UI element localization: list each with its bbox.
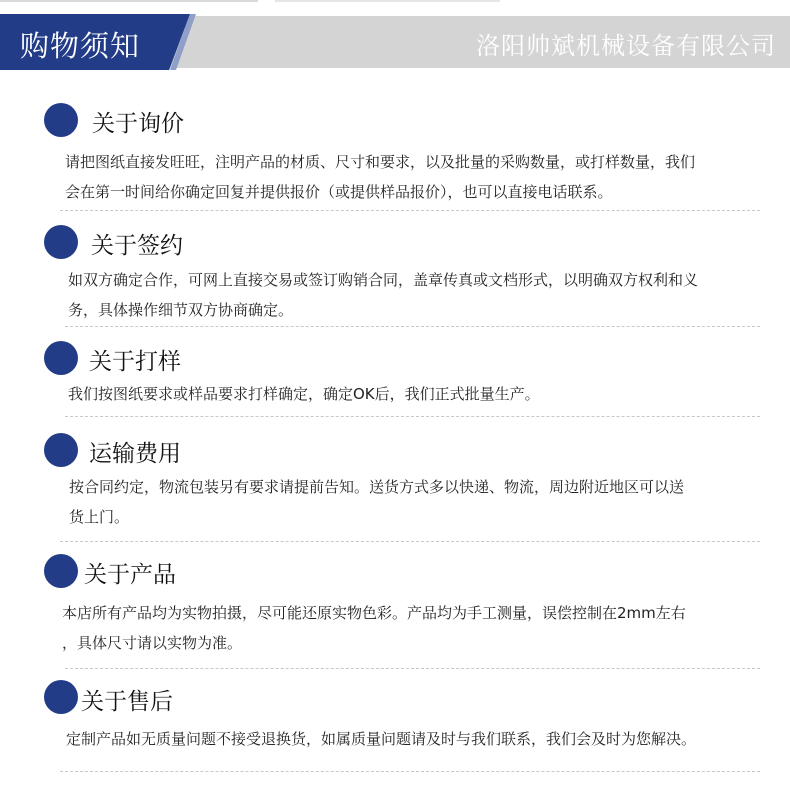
dashed-divider xyxy=(65,326,760,327)
section-heading: 关于售后 xyxy=(81,689,173,715)
section-heading: 关于签约 xyxy=(91,233,183,259)
body-line: 按合同约定，物流包装另有要求请提前告知。送货方式多以快递、物流，周边附近地区可以送 xyxy=(69,478,685,496)
section-body xyxy=(69,472,684,532)
section-body xyxy=(68,265,698,325)
section-heading: 关于询价 xyxy=(92,111,184,137)
section-heading: 关于打样 xyxy=(89,349,181,375)
body-line: ，具体尺寸请以实物为准。 xyxy=(62,634,243,652)
bullet-dot-icon xyxy=(44,433,78,467)
dashed-divider xyxy=(60,541,760,542)
section-body xyxy=(62,598,686,658)
top-line-right xyxy=(275,0,500,2)
section-body xyxy=(68,379,540,409)
dashed-divider xyxy=(60,210,760,211)
body-line: 定制产品如无质量问题不接受退换货，如属质量问题请及时与我们联系，我们会及时为您解决。 xyxy=(66,730,697,748)
body-line: 货上门。 xyxy=(69,508,130,526)
top-line-left xyxy=(0,0,258,2)
page-title: 购物须知 xyxy=(20,29,141,63)
company-name: 洛阳帅斌机械设备有限公司 xyxy=(476,32,776,60)
body-line: 我们按图纸要求或样品要求打样确定，确定OK后，我们正式批量生产。 xyxy=(68,385,540,403)
section-heading: 关于产品 xyxy=(84,562,176,588)
dashed-divider xyxy=(60,771,760,772)
section-body xyxy=(65,147,695,207)
dashed-divider xyxy=(65,668,760,669)
dashed-divider xyxy=(65,416,760,417)
bullet-dot-icon xyxy=(44,680,78,714)
body-line: 会在第一时间给你确定回复并提供报价（或提供样品报价），也可以直接电话联系。 xyxy=(65,183,613,201)
header-banner xyxy=(0,14,790,70)
top-decoration-line xyxy=(0,0,790,4)
body-line: 请把图纸直接发旺旺，注明产品的材质、尺寸和要求，以及批量的采购数量，或打样数量，我们 xyxy=(65,153,696,171)
section-heading: 运输费用 xyxy=(89,441,181,467)
bullet-dot-icon xyxy=(44,103,78,137)
body-line: 本店所有产品均为实物拍摄，尽可能还原实物色彩。产品均为手工测量，误偿控制在2mm左右 xyxy=(62,604,686,622)
section-body xyxy=(66,724,696,754)
body-line: 如双方确定合作，可网上直接交易或签订购销合同，盖章传真或文档形式，以明确双方权利和义 xyxy=(68,271,699,289)
bullet-dot-icon xyxy=(44,554,78,588)
body-line: 务，具体操作细节双方协商确定。 xyxy=(68,301,294,319)
bullet-dot-icon xyxy=(44,225,78,259)
bullet-dot-icon xyxy=(44,341,78,375)
